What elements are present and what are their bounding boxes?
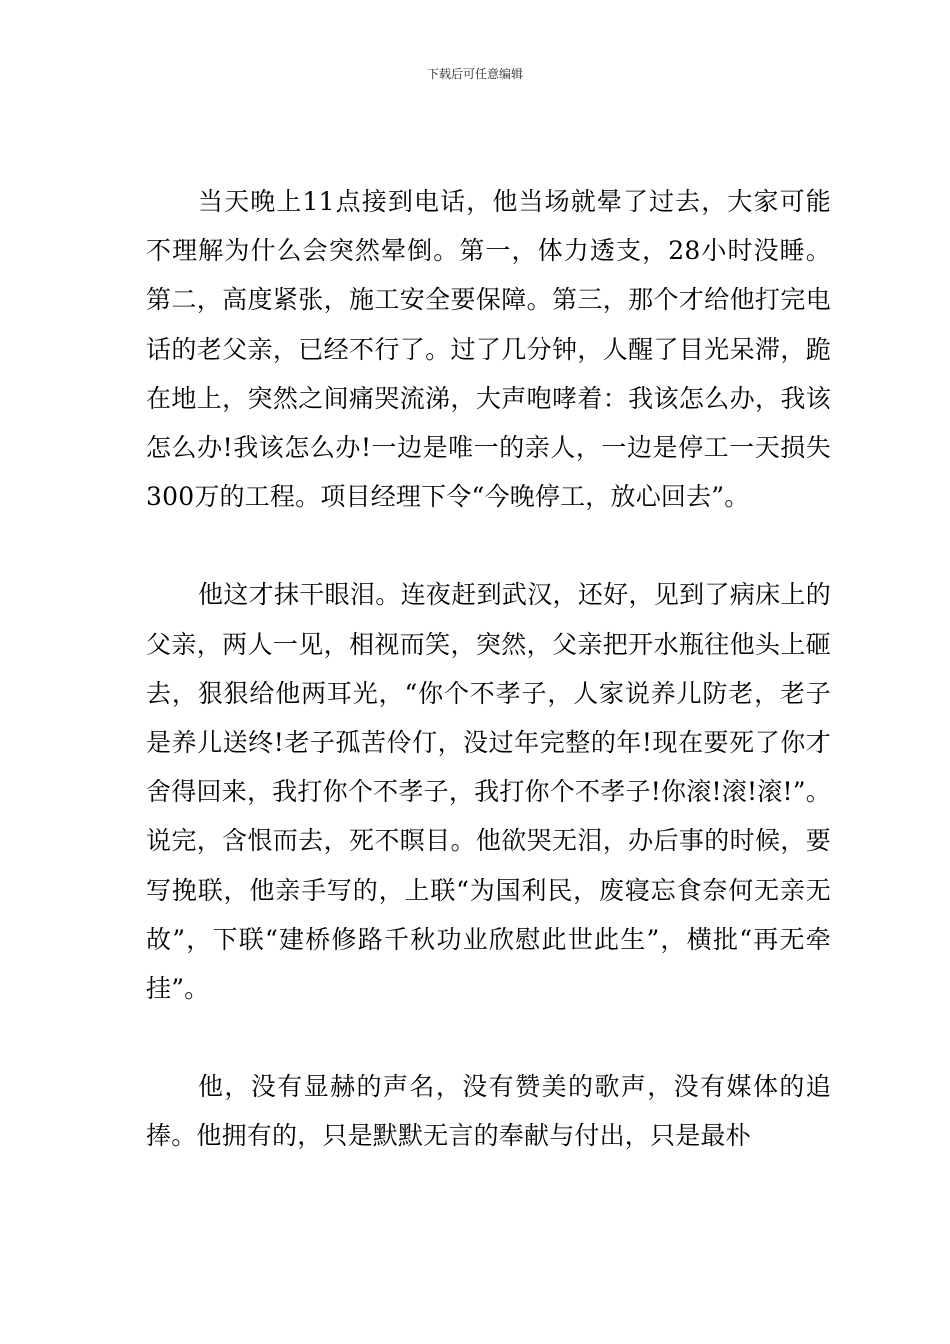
page-header: 下载后可任意编辑 xyxy=(426,67,523,81)
paragraph-1: 当天晚上11点接到电话，他当场就晕了过去，大家可能不理解为什么会突然晕倒。第一，体力透支，28小时没睡。第二，高度紧张，施工安全要保障。第三，那个才给他打完电话的老父亲，已经不行了。过了几分钟，人醒了目光呆滞，跪在地上，突然之间痛哭流涕，大声咆哮着：我该怎么办，我该怎么办!我该怎么办!一边是唯一的亲人，一边是停工一天损失300万的工程。项目经理下令“今晚停工，放心回去”。 xyxy=(146,187,831,512)
paragraph-3: 他，没有显赫的声名，没有赞美的歌声，没有媒体的追捧。他拥有的，只是默默无言的奉献与付出，只是最朴 xyxy=(146,1072,831,1151)
paragraph-2: 他这才抹干眼泪。连夜赶到武汉，还好，见到了病床上的父亲，两人一见，相视而笑，突然，父亲把开水瓶往他头上砸去，狠狠给他两耳光，“你个不孝子，人家说养儿防老，老子是养儿送终!老子孤苦伶仃，没过年完整的年!现在要死了你才舍得回来，我打你个不孝子，我打你个不孝子!你滚!滚!滚!”。说完，含恨而去，死不瞑目。他欲哭无泪，办后事的时候，要写挽联，他亲手写的，上联“为国利民，废寝忘食奈何无亲无故”，下联“建桥修路千秋功业欣慰此世此生”，横批“再无牵挂”。 xyxy=(146,580,831,1004)
document-body xyxy=(146,177,831,1161)
